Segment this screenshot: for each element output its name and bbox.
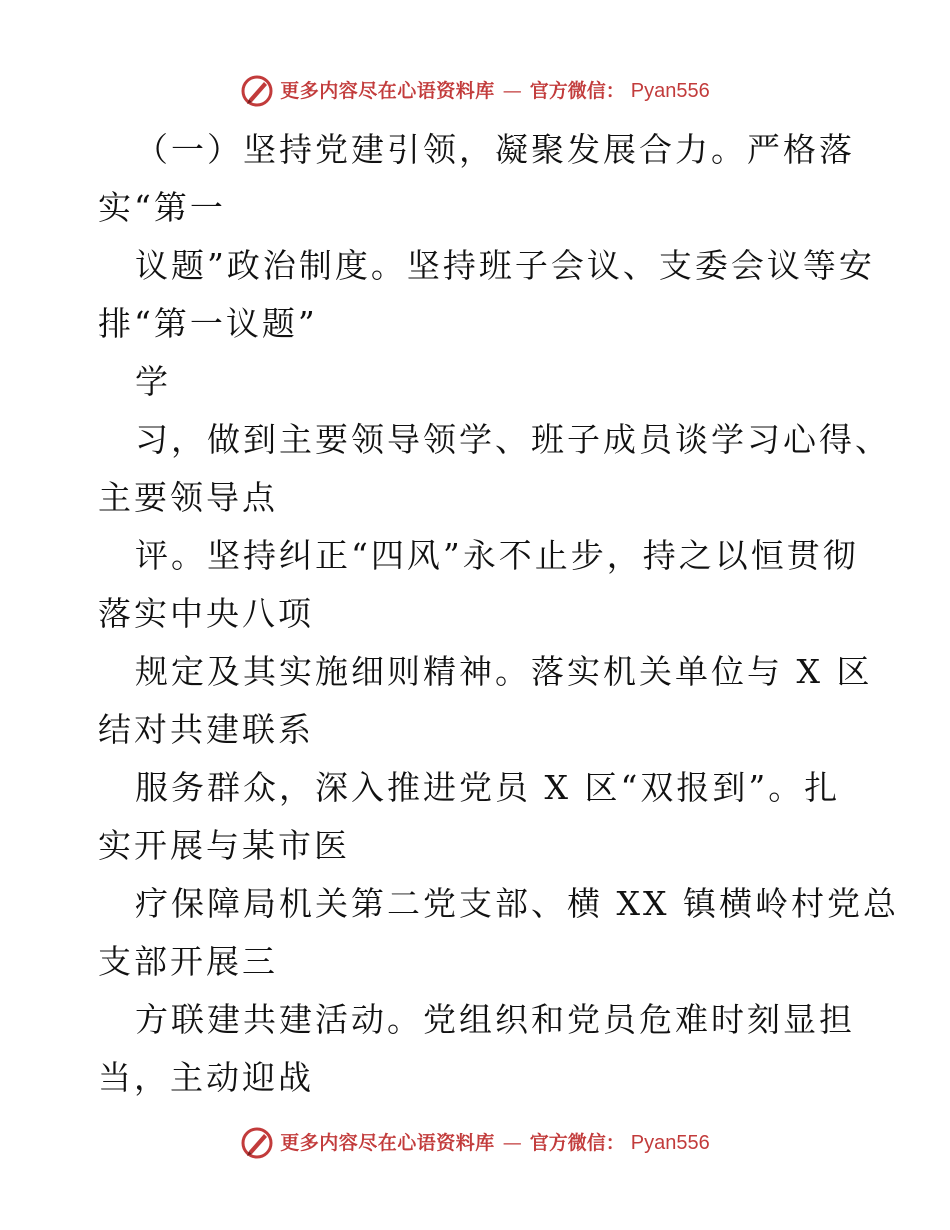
watermark-label: 官方微信： [529,1131,625,1154]
paragraph-line: 落实中央八项 [98,594,314,633]
pen-logo-icon [240,74,274,108]
document-body [98,121,899,1107]
paragraph-line: 实开展与某市医 [98,826,350,865]
footer-watermark [0,1126,950,1160]
paragraph-line: （一）坚持党建引领，凝聚发展合力。严格落 [135,130,855,169]
paragraph-line: 服务群众，深入推进党员 X 区“双报到”。扎 [135,768,841,807]
watermark-label: 官方微信： [529,79,625,102]
paragraph-line: 结对共建联系 [98,710,314,749]
watermark-id: Pyan556 [630,80,710,102]
paragraph-line: 疗保障局机关第二党支部、横 XX 镇横岭村党总 [135,884,899,923]
paragraph-line: 排“第一议题” [98,304,318,343]
header-watermark [0,74,950,108]
watermark-id: Pyan556 [630,1132,710,1154]
watermark-text: 更多内容尽在心语资料库 [280,1131,495,1154]
watermark-dash: — [502,1131,522,1154]
paragraph-line: 规定及其实施细则精神。落实机关单位与 X 区 [135,652,873,691]
paragraph-line: 支部开展三 [98,942,278,981]
paragraph-line: 实“第一 [98,188,226,227]
paragraph-line: 议题”政治制度。坚持班子会议、支委会议等安 [135,246,875,285]
paragraph-line: 评。坚持纠正“四风”永不止步，持之以恒贯彻 [135,536,859,575]
paragraph-line: 习，做到主要领导领学、班子成员谈学习心得、 [135,420,891,459]
watermark-text: 更多内容尽在心语资料库 [280,79,495,102]
paragraph-line: 方联建共建活动。党组织和党员危难时刻显担 [135,1000,855,1039]
pen-logo-icon [240,1126,274,1160]
paragraph-line: 学 [135,362,171,401]
paragraph-line: 主要领导点 [98,478,278,517]
watermark-dash: — [502,79,522,102]
paragraph-line: 当，主动迎战 [98,1058,314,1097]
